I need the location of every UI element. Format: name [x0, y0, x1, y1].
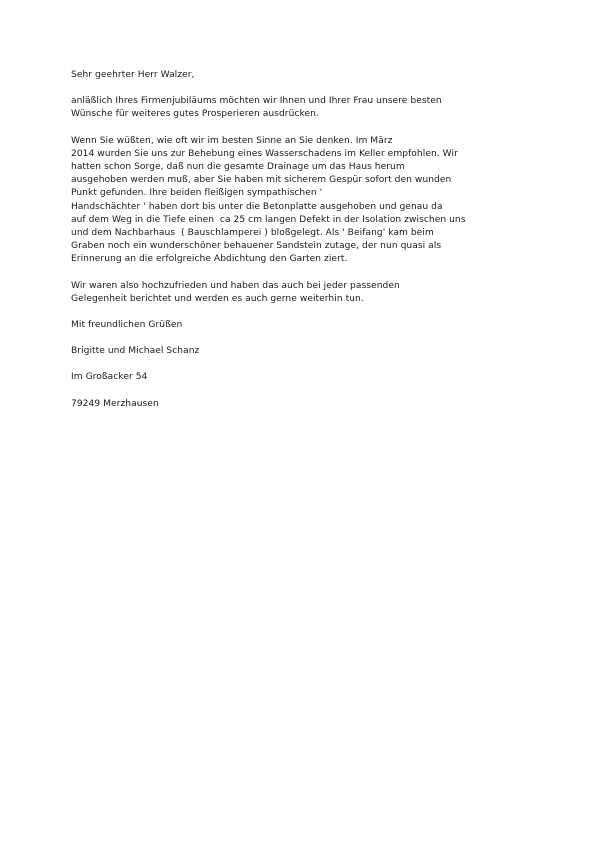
- paragraph-line: Wenn Sie wüßten, wie oft wir im besten Sinne an Sie denken. Im März: [71, 135, 393, 146]
- paragraph-line: anläßlich Ihres Firmenjubiläums möchten wir Ihnen und Ihrer Frau unsere besten: [71, 96, 442, 107]
- paragraph-line: hatten schon Sorge, daß nun die gesamte Drainage um das Haus herum: [71, 162, 405, 173]
- paragraph-line: ausgehoben werden muß, aber Sie haben mit sicherem Gespür sofort den wunden: [71, 175, 452, 186]
- address-city: 79249 Merzhausen: [71, 398, 159, 409]
- letter-body: [71, 69, 531, 411]
- paragraph-line: auf dem Weg in die Tiefe einen ca 25 cm langen Defekt in der Isolation zwischen uns: [71, 214, 466, 225]
- paragraph-congratulations: [71, 95, 531, 121]
- paragraph-line: Handschächter ' haben dort bis unter die Betonplatte ausgehoben und genau da: [71, 201, 443, 212]
- address-street: Im Großacker 54: [71, 372, 148, 383]
- paragraph-line: Erinnerung an die erfolgreiche Abdichtung den Garten ziert.: [71, 254, 348, 265]
- paragraph-line: Wünsche für weiteres gutes Prosperieren ausdrücken.: [71, 109, 319, 120]
- paragraph-line: und dem Nachbarhaus ( Bauschlamperei ) bloßgelegt. Als ' Beifang' kam beim: [71, 228, 434, 239]
- paragraph-line: Wir waren also hochzufrieden und haben das auch bei jeder passenden: [71, 280, 400, 291]
- signature: Brigitte und Michael Schanz: [71, 346, 200, 357]
- paragraph-line: Graben noch ein wunderschöner behauener Sandstein zutage, der nun quasi als: [71, 241, 442, 252]
- paragraph-line: 2014 wurden Sie uns zur Behebung eines Wasserschadens im Keller empfohlen. Wir: [71, 148, 458, 159]
- paragraph-line: Gelegenheit berichtet und werden es auch gerne weiterhin tun.: [71, 293, 364, 304]
- paragraph-story: [71, 135, 531, 267]
- salutation: Sehr geehrter Herr Walzer,: [71, 70, 195, 80]
- paragraph-satisfaction: [71, 280, 531, 306]
- paragraph-line: Punkt gefunden. Ihre beiden fleißigen sympathischen ': [71, 188, 323, 199]
- closing: Mit freundlichen Grüßen: [71, 320, 183, 331]
